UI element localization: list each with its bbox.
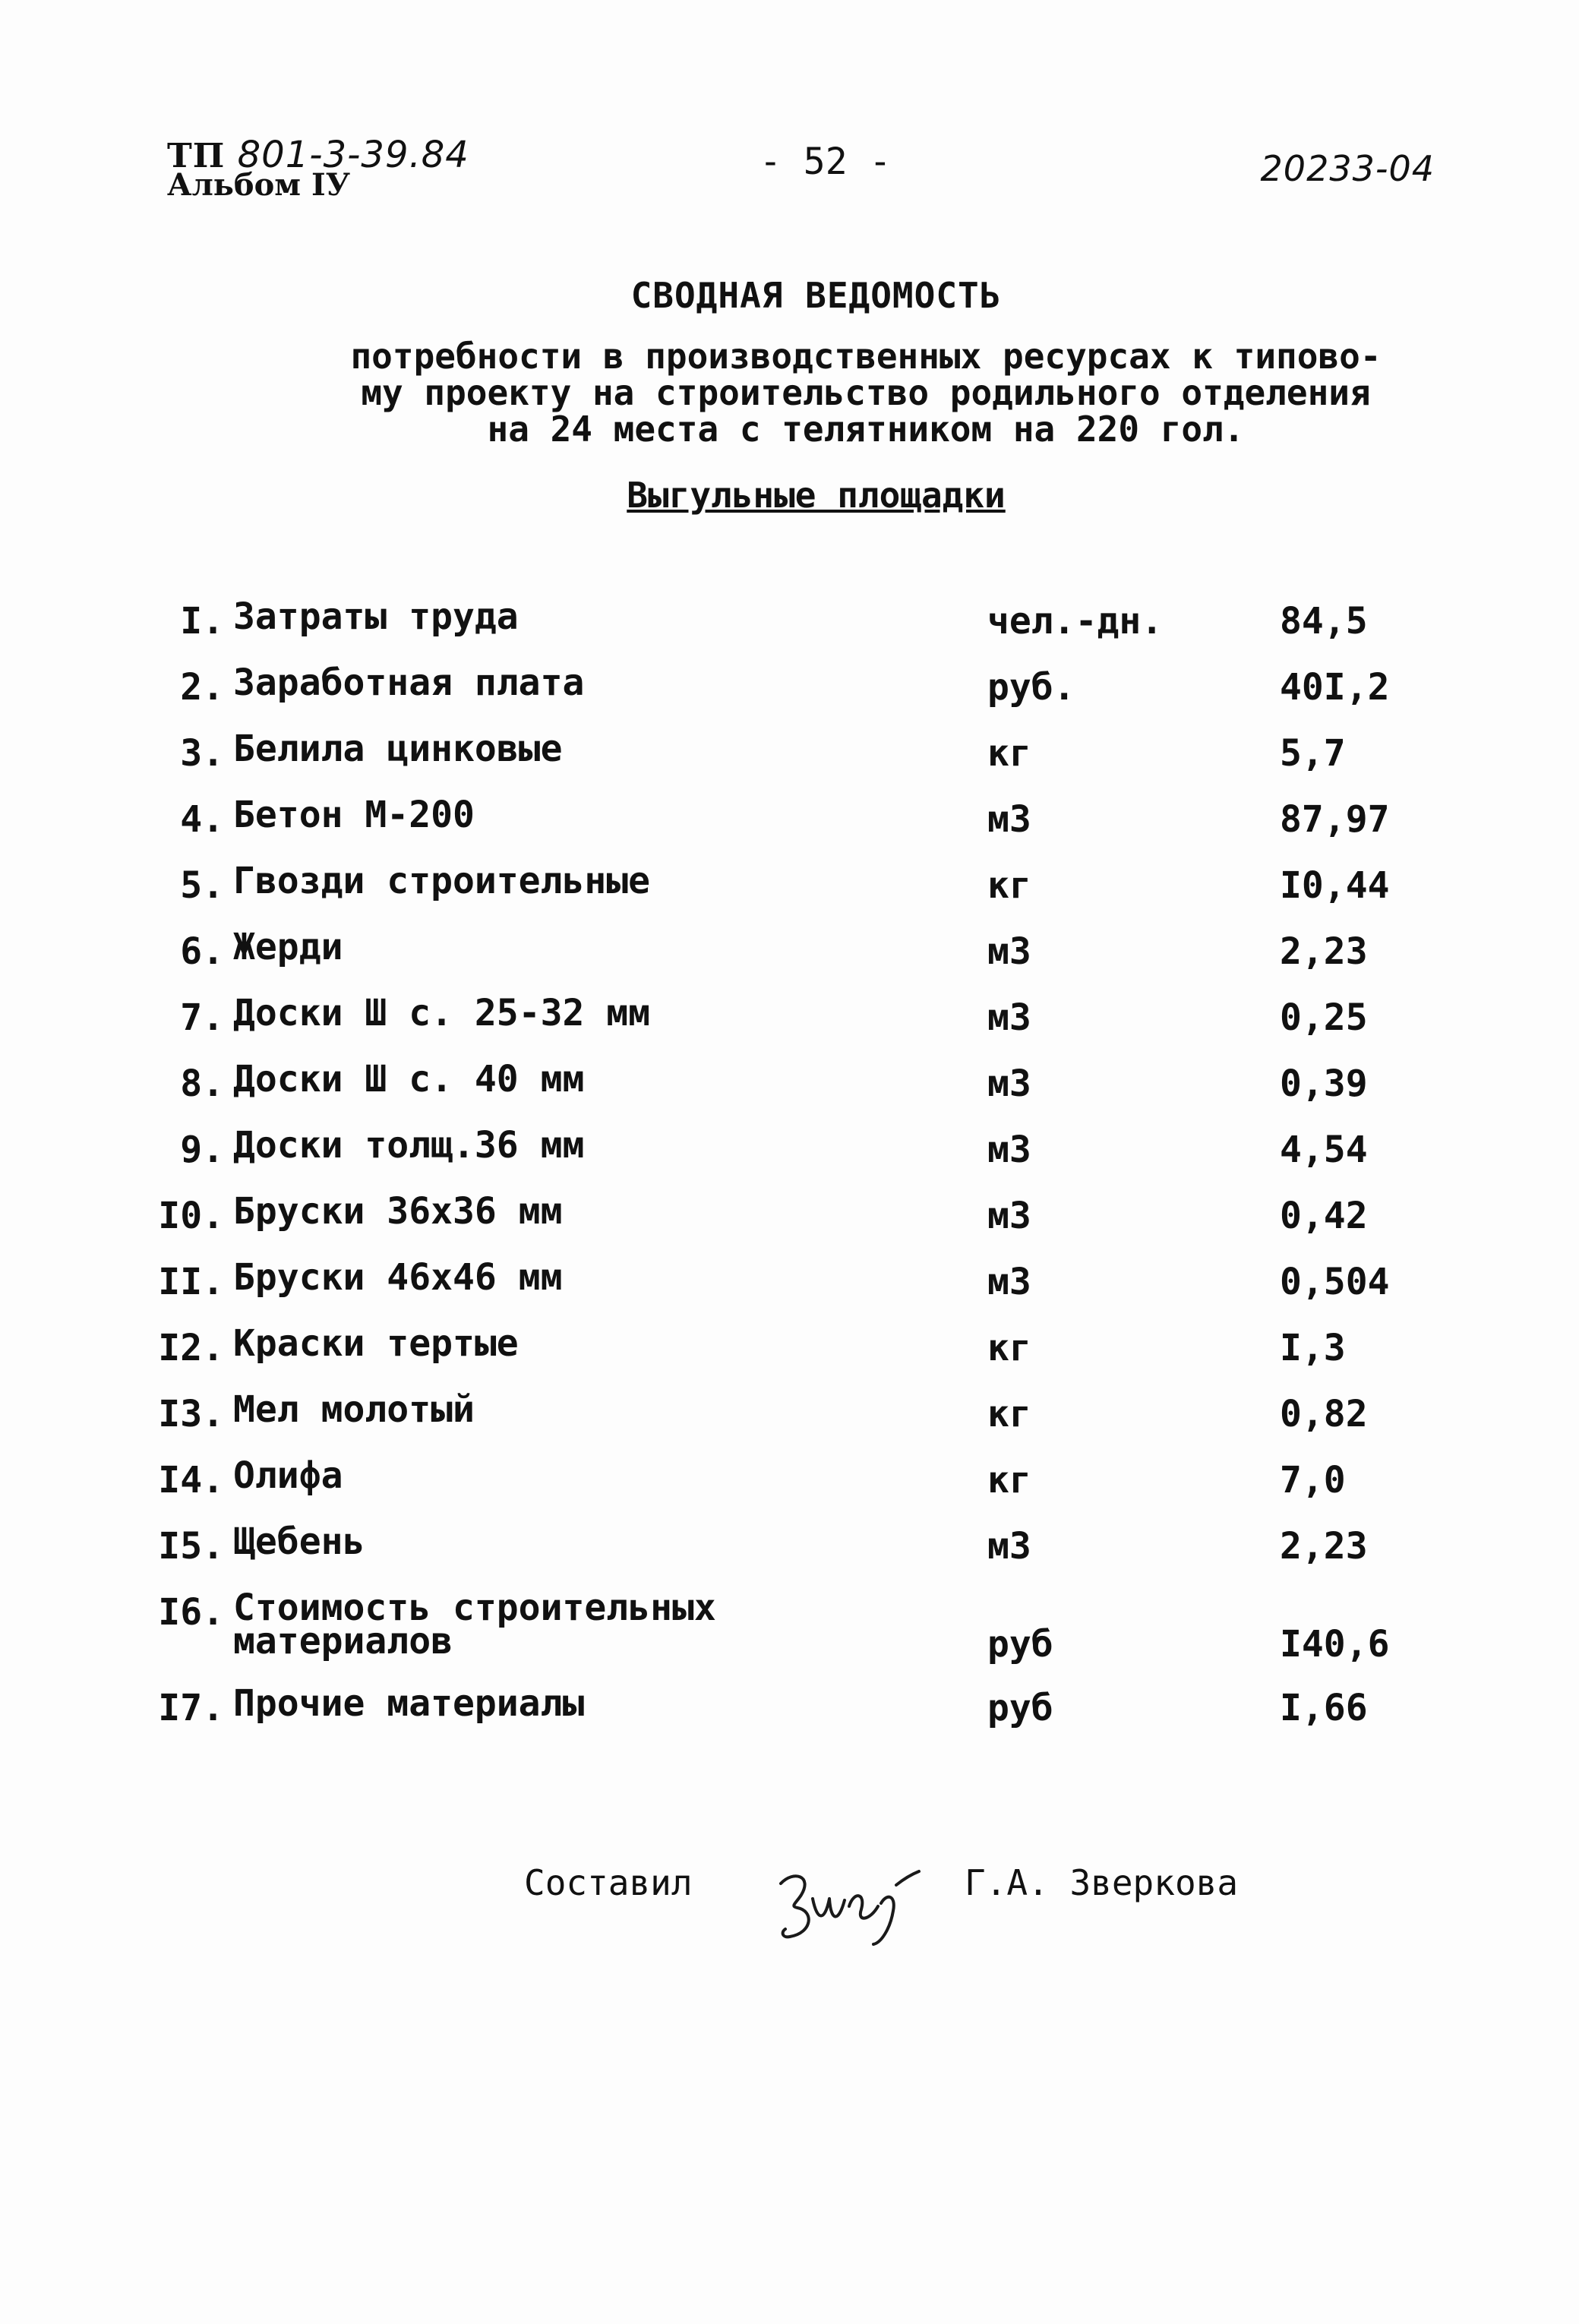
resource-name: Олифа — [233, 1454, 343, 1497]
resource-name: Доски толщ.36 мм — [233, 1124, 585, 1167]
resource-value: I,66 — [1280, 1687, 1368, 1729]
resource-name: Жерди — [233, 926, 343, 968]
resource-name: Прочие материалы — [233, 1682, 585, 1725]
resource-row — [148, 1256, 1439, 1327]
subtitle-line: потребности в производственных ресурсах к типово- — [350, 336, 1382, 377]
resource-unit: руб. — [987, 666, 1075, 709]
resource-name: Заработная плата — [233, 662, 585, 704]
row-number: 9. — [180, 1129, 224, 1171]
row-number: I7. — [158, 1687, 224, 1729]
resource-value: 0,42 — [1280, 1195, 1368, 1237]
resource-row — [148, 1454, 1439, 1525]
resource-unit: чел.-дн. — [987, 600, 1164, 643]
resource-unit: м3 — [987, 1129, 1031, 1171]
subtitle-line: му проекту на строительство родильного отделения — [361, 372, 1371, 413]
row-number: 8. — [180, 1063, 224, 1105]
row-number: I2. — [158, 1327, 224, 1369]
resource-row — [148, 926, 1439, 996]
row-number: I0. — [158, 1195, 224, 1237]
document-subtitle — [349, 336, 1382, 450]
resource-row — [148, 1682, 1439, 1753]
resource-unit: кг — [987, 732, 1031, 775]
resource-row — [148, 595, 1439, 666]
page-number: - 52 - — [759, 141, 892, 183]
resource-row — [148, 860, 1439, 930]
resource-list — [148, 595, 1439, 1753]
row-number: I3. — [158, 1393, 224, 1435]
resource-value: 0,82 — [1280, 1393, 1368, 1435]
row-number: I. — [180, 600, 224, 643]
resource-unit: кг — [987, 1393, 1031, 1435]
row-number: 6. — [180, 930, 224, 973]
resource-value: 2,23 — [1280, 1525, 1368, 1568]
resource-value: I40,6 — [1280, 1623, 1390, 1666]
resource-row — [148, 1520, 1439, 1591]
row-number: I6. — [158, 1591, 224, 1634]
signer-name: Г.А. Зверкова — [965, 1862, 1239, 1903]
document-number: 20233-04 — [1260, 148, 1435, 189]
resource-row — [148, 1124, 1439, 1195]
resource-unit: м3 — [987, 996, 1031, 1039]
resource-name-line: Стоимость строительных — [233, 1587, 716, 1629]
row-number: 4. — [180, 798, 224, 841]
section-title: Выгульные площадки — [627, 475, 1006, 516]
resource-value: 87,97 — [1280, 798, 1390, 841]
row-number: II. — [158, 1261, 224, 1303]
composed-by-label: Составил — [524, 1862, 693, 1903]
resource-row — [148, 728, 1439, 798]
resource-row — [148, 1190, 1439, 1261]
resource-name: Доски Ш с. 25-32 мм — [233, 992, 651, 1034]
resource-unit: руб — [987, 1687, 1053, 1729]
resource-value: 5,7 — [1280, 732, 1346, 775]
resource-row — [148, 794, 1439, 864]
resource-row — [148, 1322, 1439, 1393]
resource-row — [148, 1388, 1439, 1459]
signature — [759, 1853, 934, 1952]
row-number: 3. — [180, 732, 224, 775]
resource-row — [148, 1587, 1439, 1687]
resource-name: Краски тертые — [233, 1322, 519, 1365]
resource-row — [148, 992, 1439, 1063]
resource-value: I,3 — [1280, 1327, 1346, 1369]
resource-value: 4,54 — [1280, 1129, 1368, 1171]
resource-unit: руб — [987, 1623, 1053, 1666]
resource-unit: м3 — [987, 1261, 1031, 1303]
resource-unit: кг — [987, 1459, 1031, 1501]
subtitle-line: на 24 места с телятником на 220 гол. — [487, 409, 1245, 450]
resource-name: Бруски 46х46 мм — [233, 1256, 563, 1299]
resource-name: Гвозди строительные — [233, 860, 651, 902]
resource-unit: м3 — [987, 1195, 1031, 1237]
project-code: 801-3-39.84 — [237, 134, 469, 176]
row-number: I4. — [158, 1459, 224, 1501]
resource-name: Доски Ш с. 40 мм — [233, 1058, 585, 1100]
row-number: 5. — [180, 864, 224, 907]
resource-name — [233, 1587, 993, 1662]
resource-name: Затраты труда — [233, 595, 519, 638]
album-label: Альбом IУ — [167, 167, 351, 203]
resource-unit: кг — [987, 864, 1031, 907]
resource-unit: м3 — [987, 1063, 1031, 1105]
resource-value: 2,23 — [1280, 930, 1368, 973]
resource-name: Бруски 36х36 мм — [233, 1190, 563, 1233]
resource-name: Щебень — [233, 1520, 365, 1563]
row-number: 2. — [180, 666, 224, 709]
resource-unit: кг — [987, 1327, 1031, 1369]
row-number: 7. — [180, 996, 224, 1039]
footer — [0, 1853, 1579, 1959]
resource-name: Белила цинковые — [233, 728, 563, 770]
resource-name-line: материалов — [233, 1620, 453, 1662]
resource-name: Бетон М-200 — [233, 794, 475, 836]
resource-value: 40I,2 — [1280, 666, 1390, 709]
resource-value: I0,44 — [1280, 864, 1390, 907]
resource-value: 84,5 — [1280, 600, 1368, 643]
resource-unit: м3 — [987, 798, 1031, 841]
resource-unit: м3 — [987, 930, 1031, 973]
resource-value: 0,504 — [1280, 1261, 1390, 1303]
series-label: ТП — [167, 137, 226, 175]
resource-value: 0,39 — [1280, 1063, 1368, 1105]
resource-unit: м3 — [987, 1525, 1031, 1568]
resource-value: 7,0 — [1280, 1459, 1346, 1501]
document-title: СВОДНАЯ ВЕДОМОСТЬ — [630, 275, 1002, 316]
resource-name: Мел молотый — [233, 1388, 475, 1431]
header-left — [167, 134, 469, 203]
row-number: I5. — [158, 1525, 224, 1568]
resource-value: 0,25 — [1280, 996, 1368, 1039]
resource-row — [148, 1058, 1439, 1129]
resource-row — [148, 662, 1439, 732]
